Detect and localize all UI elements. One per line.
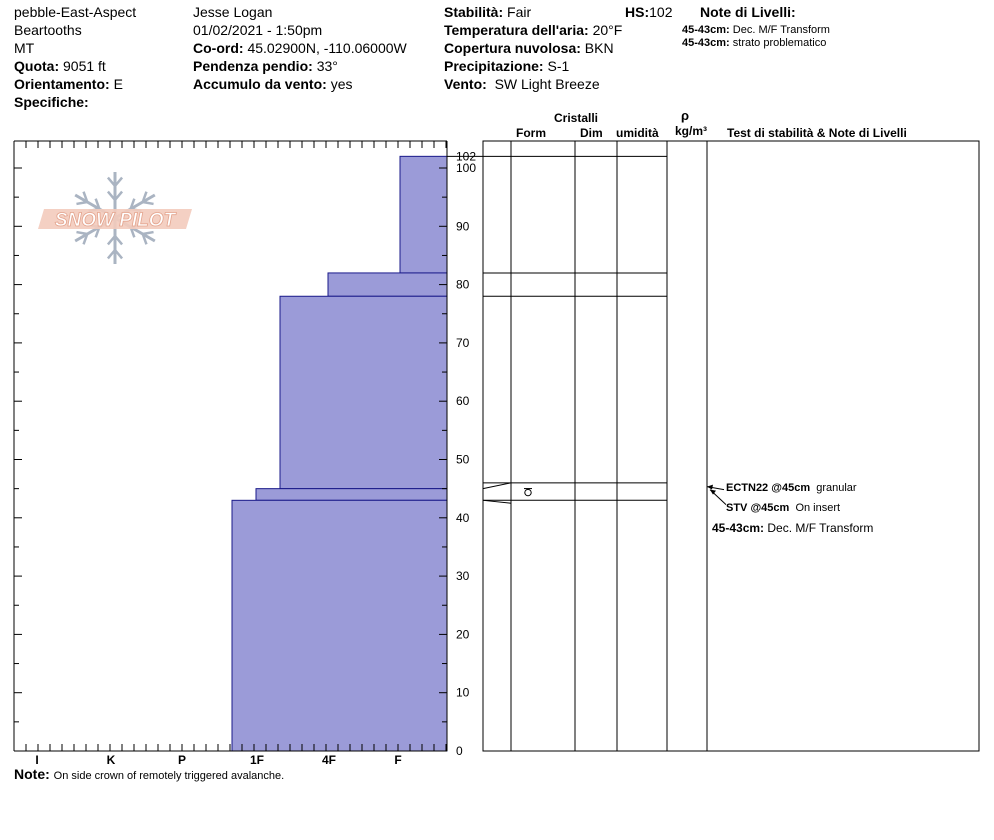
range-name: Beartooths — [14, 22, 82, 38]
hardness-bar — [280, 296, 447, 488]
x-category-label: I — [35, 753, 39, 767]
crystal-form-symbol — [525, 489, 531, 495]
layer-note-2-text: strato problematico — [732, 37, 827, 49]
wind-load-label: Accumulo da vento: — [193, 76, 327, 92]
form-header: Form — [516, 126, 546, 140]
hardness-bar — [256, 489, 447, 501]
layer-comment-range: 45-43cm: — [712, 521, 765, 535]
table-frame — [483, 141, 979, 751]
test-1-code: ECTN22 @45cm — [726, 482, 811, 494]
logo-text: SNOW PILOT — [54, 210, 176, 231]
state-name: MT — [14, 40, 35, 56]
sky-label: Copertura nuvolosa: — [444, 40, 581, 56]
layer-comment — [712, 522, 873, 535]
rho-header: ρ — [681, 108, 690, 123]
coord-value: 45.02900N, -110.06000W — [247, 40, 407, 56]
footer-note-text: On side crown of remotely triggered avalanche. — [53, 770, 285, 782]
y-tick-label: 10 — [456, 685, 470, 700]
y-tick-label: 60 — [456, 394, 470, 409]
date-time: 01/02/2021 - 1:50pm — [193, 22, 323, 38]
aspect-value: E — [113, 76, 123, 92]
footer-note-label: Note: — [14, 766, 50, 782]
y-tick-label: 90 — [456, 219, 470, 234]
elevation-value: 9051 ft — [63, 58, 106, 74]
logo-flake-branch — [143, 202, 154, 204]
crystals-header: Cristalli — [554, 111, 599, 125]
y-tick-label: 80 — [456, 277, 470, 292]
profile-table — [483, 141, 979, 751]
hardness-bar — [400, 156, 447, 273]
y-tick-label: 70 — [456, 335, 470, 350]
test-2 — [726, 502, 840, 515]
density-unit-header: kg/m³ — [675, 124, 708, 138]
test-arrowhead — [707, 485, 713, 490]
stability-value: Fair — [507, 4, 532, 20]
test-1 — [726, 482, 857, 495]
coord-label: Co-ord: — [193, 40, 244, 56]
snowpilot-logo — [38, 172, 192, 264]
air-temp-value: 20°F — [592, 22, 623, 38]
logo-flake-branch — [76, 202, 87, 204]
layer-leader — [483, 483, 511, 489]
logo-flake-branch — [76, 232, 87, 234]
y-tick-label: 40 — [456, 510, 470, 525]
test-2-code: STV @45cm — [726, 502, 790, 514]
layer-note-1-text: Dec. M/F Transform — [732, 24, 830, 36]
layer-comment-text: Dec. M/F Transform — [767, 521, 874, 535]
aspect-label: Orientamento: — [14, 76, 110, 92]
hs-value: 102 — [649, 4, 673, 20]
x-category-label: F — [394, 753, 402, 767]
hs-label: HS: — [625, 4, 650, 20]
tests-header: Test di stabilità & Note di Livelli — [727, 126, 907, 140]
air-temp-label: Temperatura dell'aria: — [444, 22, 589, 38]
precip-value: S-1 — [547, 58, 570, 74]
y-tick-label: 100 — [456, 161, 477, 175]
observer: Jesse Logan — [193, 4, 273, 20]
y-tick-label: 30 — [456, 569, 470, 584]
layer-note-2-range: 45-43cm: — [682, 37, 730, 49]
wind-load-value: yes — [330, 76, 353, 92]
dim-header: Dim — [580, 126, 603, 140]
specifics-label: Specifiche: — [14, 94, 89, 110]
stability-label: Stabilità: — [444, 4, 504, 20]
y-tick-label: 20 — [456, 627, 470, 642]
wind-label: Vento: — [444, 76, 487, 92]
precip-label: Precipitazione: — [444, 58, 544, 74]
x-category-label: 1F — [249, 753, 265, 767]
test-2-comment: On insert — [795, 502, 841, 514]
x-category-label: P — [177, 753, 187, 767]
slope-label: Pendenza pendio: — [193, 58, 313, 74]
y-tick-label: 0 — [456, 744, 463, 758]
layer-note-1-range: 45-43cm: — [682, 24, 730, 36]
wind-value: SW Light Breeze — [494, 76, 600, 92]
sky-value: BKN — [584, 40, 614, 56]
layer-notes-title: Note di Livelli: — [700, 4, 796, 20]
footer-note — [14, 766, 284, 783]
humidity-header: umidità — [616, 126, 659, 140]
elevation-label: Quota: — [14, 58, 60, 74]
x-category-label: K — [106, 753, 116, 767]
hardness-bar — [328, 273, 447, 296]
y-top-label: 102 — [456, 149, 477, 164]
slope-value: 33° — [316, 58, 338, 74]
logo-flake-branch — [143, 232, 154, 234]
y-tick-label: 50 — [456, 452, 470, 467]
hardness-bar — [232, 500, 447, 751]
test-1-comment: granular — [816, 482, 857, 494]
hardness-bars — [232, 156, 447, 751]
x-category-label: 4F — [321, 753, 337, 767]
site-name: pebble-East-Aspect — [14, 4, 137, 20]
